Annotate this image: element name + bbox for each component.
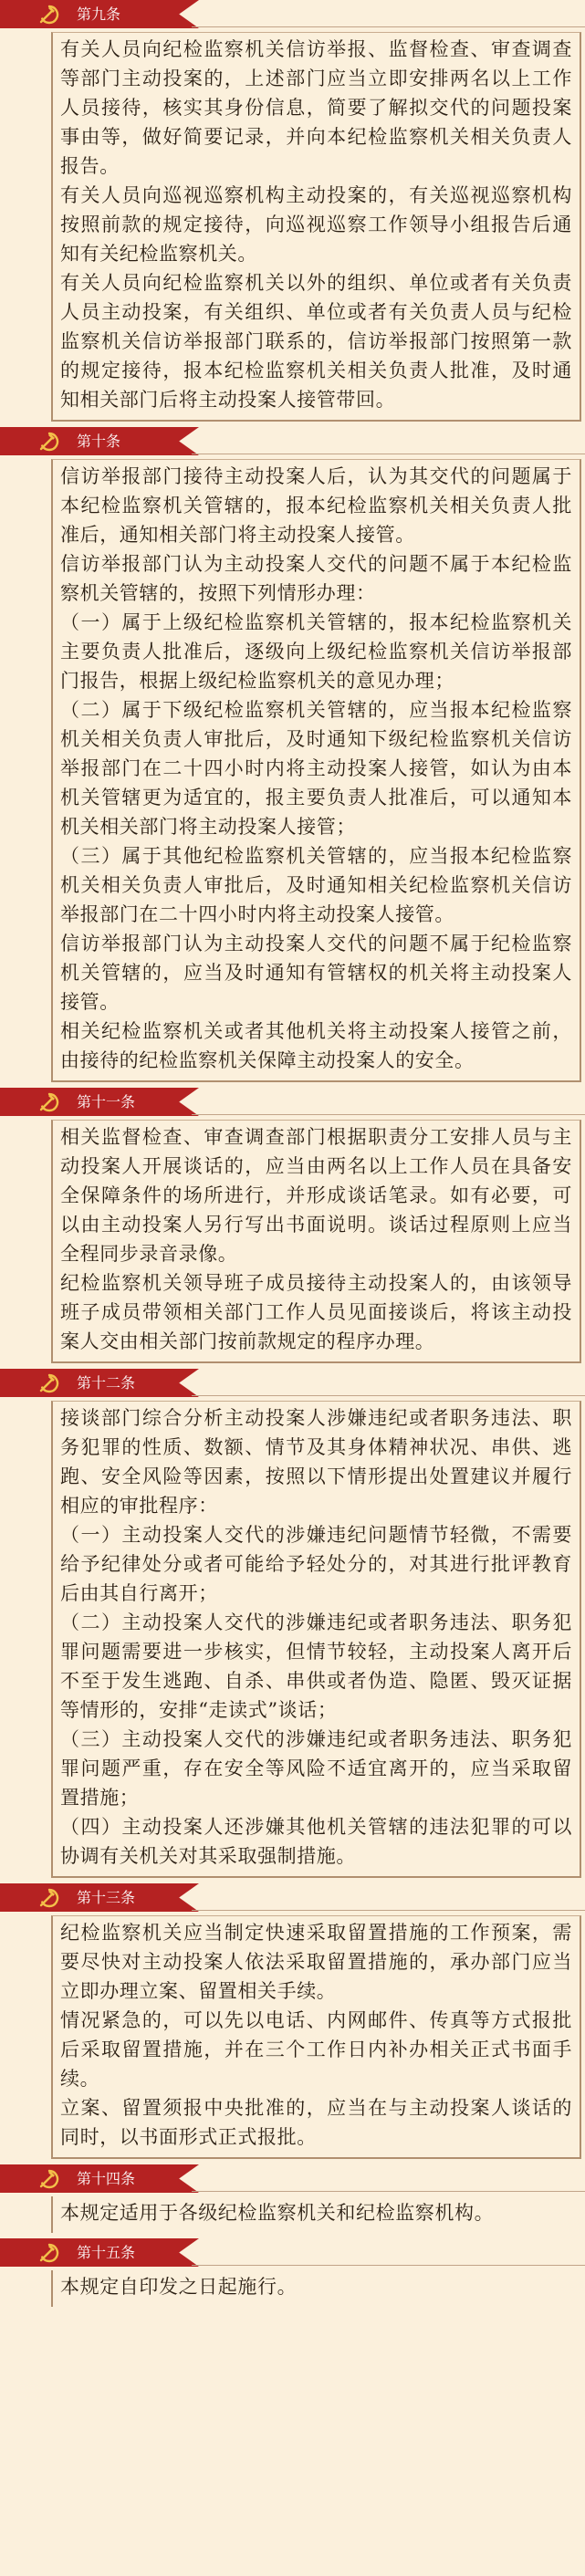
hammer-sickle-icon [38, 1091, 60, 1113]
article-header [0, 1883, 585, 1912]
paragraph: 本规定适用于各级纪检监察机关和纪检监察机构。 [60, 2202, 495, 2224]
article-body [51, 2196, 581, 2233]
article-label: 第九条 [77, 5, 121, 23]
paragraph: 信访举报部门认为主动投案人交代的问题不属于本纪检监察机关管辖的，按照下列情形办理： [60, 553, 572, 604]
paragraph: 有关人员向纪检监察机关信访举报、监督检查、审查调查等部门主动投案的，上述部门应当立即安排两名以上工作人员接待，核实其身份信息，简要了解拟交代的问题投案事由等，做好简要记录，并向本纪检监察机关相关负责人报告。 [60, 38, 572, 177]
article-label: 第十四条 [77, 2170, 136, 2187]
paragraph: （三）主动投案人交代的涉嫌违纪或者职务违法、职务犯罪问题严重，存在安全等风险不适宜离开的，应当采取留置措施； [60, 1728, 572, 1809]
article-header [0, 427, 585, 455]
article-body [51, 1120, 581, 1363]
article-header [0, 1088, 585, 1116]
article-label: 第十一条 [77, 1093, 136, 1111]
paragraph: 纪检监察机关应当制定快速采取留置措施的工作预案，需要尽快对主动投案人依法采取留置措施的，承办部门应当立即办理立案、留置相关手续。 [60, 1922, 572, 2002]
hammer-sickle-icon [38, 1887, 60, 1909]
article-body [51, 1915, 581, 2159]
article-body [51, 2270, 581, 2307]
article-label: 第十二条 [77, 1374, 136, 1392]
paragraph: 相关纪检监察机关或者其他机关将主动投案人接管之前，由接待的纪检监察机关保障主动投案人的安全。 [60, 1020, 572, 1071]
article-body [51, 32, 581, 422]
article-10 [0, 427, 585, 1082]
article-body [51, 459, 581, 1082]
article-header [0, 2164, 585, 2193]
hammer-sickle-icon [38, 4, 60, 26]
hammer-sickle-icon [38, 2242, 60, 2264]
paragraph: （一）属于上级纪检监察机关管辖的，报本纪检监察机关主要负责人批准后，逐级向上级纪检监察机关信访举报部门报告，根据上级纪检监察机关的意见办理； [60, 611, 572, 692]
article-label: 第十三条 [77, 1889, 136, 1906]
article-13 [0, 1883, 585, 2159]
paragraph: 有关人员向纪检监察机关以外的组织、单位或者有关负责人员主动投案，有关组织、单位或者有关负责人员与纪检监察机关信访举报部门联系的，信访举报部门按照第一款的规定接待，报本纪检监察机关相关负责人批准，及时通知相关部门后将主动投案人接管带回。 [60, 272, 572, 411]
article-body [51, 1401, 581, 1878]
article-9 [0, 0, 585, 422]
article-11 [0, 1088, 585, 1363]
paragraph: 信访举报部门认为主动投案人交代的问题不属于纪检监察机关管辖的，应当及时通知有管辖权的机关将主动投案人接管。 [60, 933, 572, 1013]
paragraph: （二）主动投案人交代的涉嫌违纪或者职务违法、职务犯罪问题需要进一步核实，但情节较轻，主动投案人离开后不至于发生逃跑、自杀、串供或者伪造、隐匿、毁灭证据等情形的，安排“走读式”谈话； [60, 1611, 572, 1721]
article-14 [0, 2164, 585, 2233]
article-label: 第十条 [77, 433, 121, 450]
article-12 [0, 1369, 585, 1878]
paragraph: 情况紧急的，可以先以电话、内网邮件、传真等方式报批后采取留置措施，并在三个工作日内补办相关正式书面手续。 [60, 2009, 572, 2090]
hammer-sickle-icon [38, 431, 60, 453]
paragraph: （一）主动投案人交代的涉嫌违纪问题情节轻微，不需要给予纪律处分或者可能给予轻处分的，对其进行批评教育后由其自行离开； [60, 1524, 572, 1604]
article-header [0, 2238, 585, 2267]
paragraph: 有关人员向巡视巡察机构主动投案的，有关巡视巡察机构按照前款的规定接待，向巡视巡察工作领导小组报告后通知有关纪检监察机关。 [60, 184, 572, 265]
paragraph: 立案、留置须报中央批准的，应当在与主动投案人谈话的同时，以书面形式正式报批。 [60, 2097, 572, 2148]
article-15 [0, 2238, 585, 2307]
paragraph: 相关监督检查、审查调查部门根据职责分工安排人员与主动投案人开展谈话的，应当由两名以上工作人员在具备安全保障条件的场所进行，并形成谈话笔录。如有必要，可以由主动投案人另行写出书面说明。谈话过程原则上应当全程同步录音录像。 [60, 1126, 572, 1265]
paragraph: 纪检监察机关领导班子成员接待主动投案人的，由该领导班子成员带领相关部门工作人员见面接谈后，将该主动投案人交由相关部门按前款规定的程序办理。 [60, 1272, 572, 1352]
paragraph: 本规定自印发之日起施行。 [60, 2276, 298, 2298]
paragraph: 接谈部门综合分析主动投案人涉嫌违纪或者职务违法、职务犯罪的性质、数额、情节及其身体精神状况、串供、逃跑、安全风险等因素，按照以下情形提出处置建议并履行相应的审批程序： [60, 1407, 572, 1517]
article-header [0, 0, 585, 28]
paragraph: 信访举报部门接待主动投案人后，认为其交代的问题属于本纪检监察机关管辖的，报本纪检监察机关相关负责人批准后，通知相关部门将主动投案人接管。 [60, 465, 572, 546]
paragraph: （二）属于下级纪检监察机关管辖的，应当报本纪检监察机关相关负责人审批后，及时通知下级纪检监察机关信访举报部门在二十四小时内将主动投案人接管，如认为由本机关管辖更为适宜的，报主要负责人批准后，可以通知本机关相关部门将主动投案人接管； [60, 699, 572, 838]
hammer-sickle-icon [38, 2168, 60, 2190]
article-header [0, 1369, 585, 1397]
article-label: 第十五条 [77, 2244, 136, 2261]
paragraph: （四）主动投案人还涉嫌其他机关管辖的违法犯罪的可以协调有关机关对其采取强制措施。 [60, 1816, 572, 1867]
hammer-sickle-icon [38, 1372, 60, 1394]
paragraph: （三）属于其他纪检监察机关管辖的，应当报本纪检监察机关相关负责人审批后，及时通知相关纪检监察机关信访举报部门在二十四小时内将主动投案人接管。 [60, 845, 572, 925]
